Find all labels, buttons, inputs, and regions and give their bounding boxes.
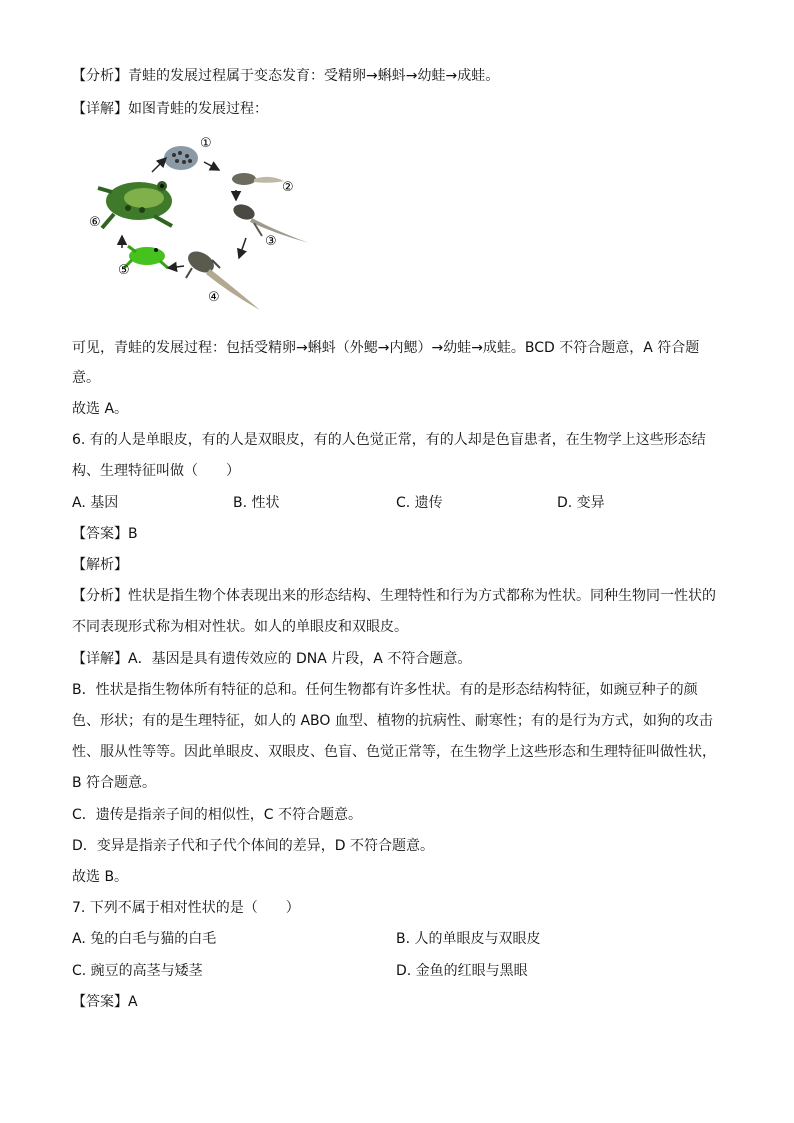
- stage-label-1: ①: [200, 136, 212, 151]
- arrow-1-to-2: [204, 162, 219, 170]
- detail-c-line: C．遗传是指亲子间的相似性，C 不符合题意。: [72, 807, 362, 823]
- question-7-stem: 7. 下列不属于相对性状的是（ ）: [72, 900, 300, 916]
- q7-option-a: A. 兔的白毛与猫的白毛: [72, 931, 217, 947]
- adult-frog-icon: [98, 181, 172, 228]
- q7-option-b: B. 人的单眼皮与双眼皮: [396, 931, 541, 947]
- stage-label-2: ②: [282, 180, 294, 195]
- detail-b-line-cont: 性、服从性等等。因此单眼皮、双眼皮、色盲、色觉正常等，在生物学上这些形态和生理特征叫做性状，: [72, 744, 716, 760]
- detail-b-line: B．性状是指生物体所有特征的总和。任何生物都有许多性状。有的是形态结构特征，如豌豆种子的颜: [72, 682, 698, 698]
- froglet-with-tail-icon: [184, 247, 260, 310]
- stage-label-5: ⑤: [118, 263, 130, 278]
- arrow-3-to-4: [239, 238, 246, 258]
- arrow-6-to-1: [152, 158, 166, 172]
- stage-label-6: ⑥: [89, 215, 101, 230]
- analysis-line-cont: 不同表现形式称为相对性状。如人的单眼皮和双眼皮。: [72, 619, 408, 635]
- analysis-line: 【分析】性状是指生物个体表现出来的形态结构、生理特性和行为方式都称为性状。同种生物同一性状的: [72, 588, 716, 604]
- answer-line: 【答案】A: [72, 994, 138, 1010]
- answer-line: 【答案】B: [72, 526, 138, 542]
- analysis-line: 【分析】青蛙的发展过程属于变态发育：受精卵→蝌蚪→幼蛙→成蛙。: [72, 68, 500, 84]
- choice-line: 故选 B。: [72, 869, 129, 885]
- frog-lifecycle-figure: [84, 128, 314, 313]
- q7-option-c: C. 豌豆的高茎与矮茎: [72, 963, 203, 979]
- detail-d-line: D．变异是指亲子代和子代个体间的差异，D 不符合题意。: [72, 838, 435, 854]
- detail-line: 【详解】如图青蛙的发展过程：: [72, 101, 268, 117]
- q7-option-d: D. 金鱼的红眼与黑眼: [396, 963, 528, 979]
- stage-label-3: ③: [265, 234, 277, 249]
- q6-option-b: B. 性状: [233, 495, 280, 511]
- conclusion-line: 可见，青蛙的发展过程：包括受精卵→蝌蚪（外鳃→内鳃）→幼蛙→成蛙。BCD 不符合题意，A 符合题: [72, 340, 700, 356]
- q6-option-d: D. 变异: [557, 495, 605, 511]
- young-frog-icon: [124, 246, 168, 268]
- egg-mass-icon: [164, 146, 198, 170]
- q6-option-a: A. 基因: [72, 495, 119, 511]
- detail-b-line-cont: B 符合题意。: [72, 775, 157, 791]
- conclusion-line-cont: 意。: [72, 370, 100, 386]
- choice-line: 故选 A。: [72, 401, 129, 417]
- stage-label-4: ④: [208, 290, 220, 305]
- question-6-stem-cont: 构、生理特征叫做（ ）: [72, 463, 240, 479]
- q6-option-c: C. 遗传: [396, 495, 443, 511]
- explanation-heading: 【解析】: [72, 557, 128, 573]
- detail-line: 【详解】A．基因是具有遗传效应的 DNA 片段，A 不符合题意。: [72, 651, 472, 667]
- tadpole-icon: [232, 173, 284, 185]
- arrow-4-to-5: [168, 266, 184, 268]
- question-6-stem: 6. 有的人是单眼皮，有的人是双眼皮，有的人色觉正常，有的人却是色盲患者，在生物学上这些形态结: [72, 432, 706, 448]
- detail-b-line-cont: 色、形状；有的是生理特征，如人的 ABO 血型、植物的抗病性、耐寒性；有的是行为方式，如狗的攻击: [72, 713, 713, 729]
